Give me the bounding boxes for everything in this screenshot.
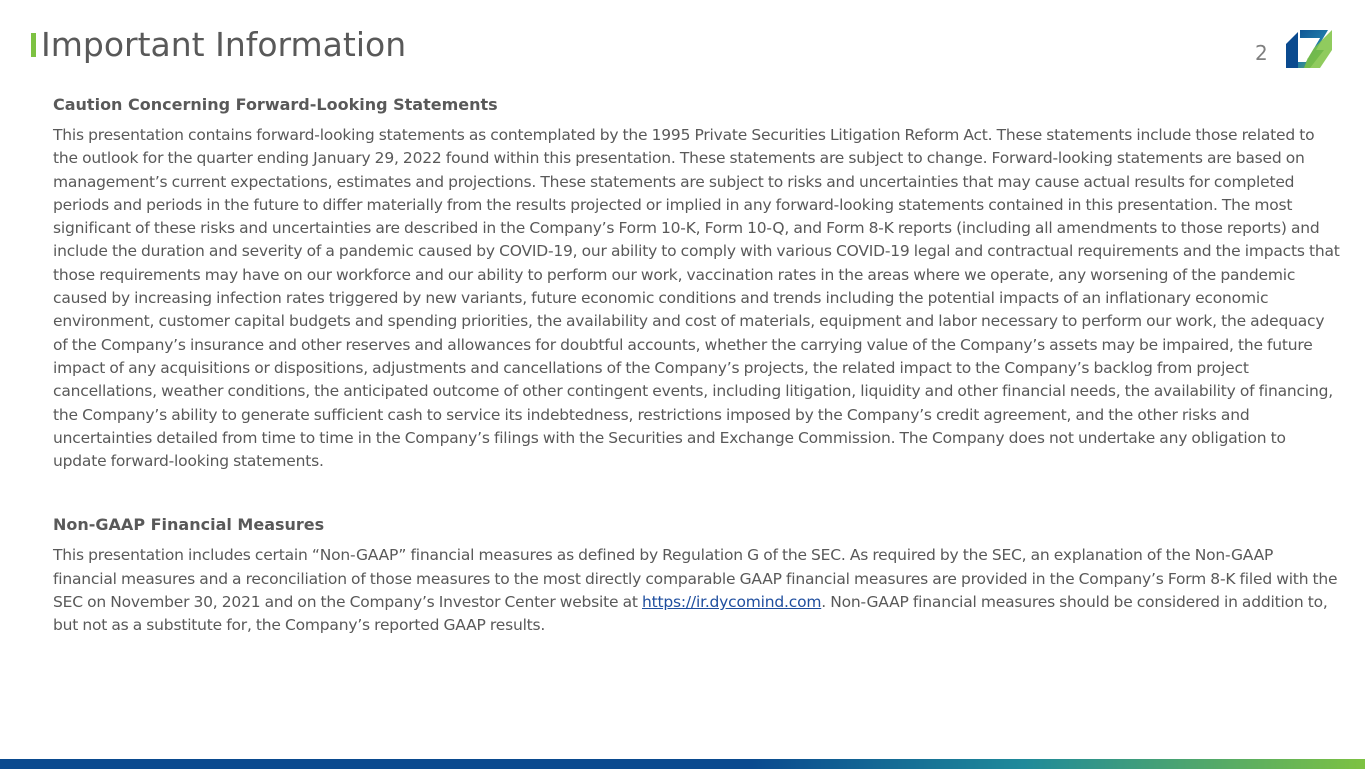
non-gaap-text-after-link: . Non-GAAP financial measures should be considered in addition to, but not as a substitute for, the Company’s reported GAAP results.	[53, 593, 1328, 635]
non-gaap-text-before-link: This presentation includes certain “Non-GAAP” financial measures as defined by Regulation G of the SEC. As required by the SEC, an explanation of the Non-GAAP financial measures and a reconciliation of those measures to the most directly comparable GAAP financial measures are provided in the Company’s Form 8-K filed with the SEC on November 30, 2021 and on the Company’s Investor Center website at	[53, 546, 1338, 612]
page-title: Important Information	[41, 25, 407, 64]
content-body	[53, 93, 1340, 638]
forward-looking-paragraph: This presentation contains forward-looking statements as contemplated by the 1995 Private Securities Litigation Reform Act. These statements include those related to the outlook for the quarter ending January 29, 2022 found within this presentation. These statements are subject to change. Forward-looking statements are based on management’s current expectations, estimates and projections. These statements are subject to risks and uncertainties that may cause actual results for completed periods and periods in the future to differ materially from the results projected or implied in any forward-looking statements contained in this presentation. The most significant of these risks and uncertainties are described in the Company’s Form 10-K, Form 10-Q, and Form 8-K reports (including all amendments to those reports) and include the duration and severity of a pandemic caused by COVID-19, our ability to comply with various COVID-19 legal and contractual requirements and the impacts that those requirements may have on our workforce and our ability to perform our work, vaccination rates in the areas where we operate, any worsening of the pandemic caused by increasing infection rates triggered by new variants, future economic conditions and trends including the potential impacts of an inflationary economic environment, customer capital budgets and spending priorities, the availability and cost of materials, equipment and labor necessary to perform our work, the adequacy of the Company’s insurance and other reserves and allowances for doubtful accounts, whether the carrying value of the Company’s assets may be impaired, the future impact of any acquisitions or dispositions, adjustments and cancellations of the Company’s projects, the related impact to the Company’s backlog from project cancellations, weather conditions, the anticipated outcome of other contingent events, including litigation, liquidity and other financial needs, the availability of financing, the Company’s ability to generate sufficient cash to service its indebtedness, restrictions imposed by the Company’s credit agreement, and the other risks and uncertainties detailed from time to time in the Company’s filings with the Securities and Exchange Commission. The Company does not undertake any obligation to update forward-looking statements.	[53, 126, 1340, 471]
dycom-logo-icon	[1286, 26, 1333, 70]
footer-gradient-bar	[0, 759, 1365, 769]
page-number: 2	[1255, 41, 1268, 65]
section-spacer	[53, 473, 1340, 513]
forward-looking-heading: Caution Concerning Forward-Looking Statements	[53, 95, 498, 114]
title-accent-bar	[31, 33, 36, 57]
non-gaap-heading: Non-GAAP Financial Measures	[53, 515, 325, 535]
non-gaap-paragraph	[53, 544, 1340, 637]
investor-center-link[interactable]: https://ir.dycomind.com	[642, 593, 822, 612]
